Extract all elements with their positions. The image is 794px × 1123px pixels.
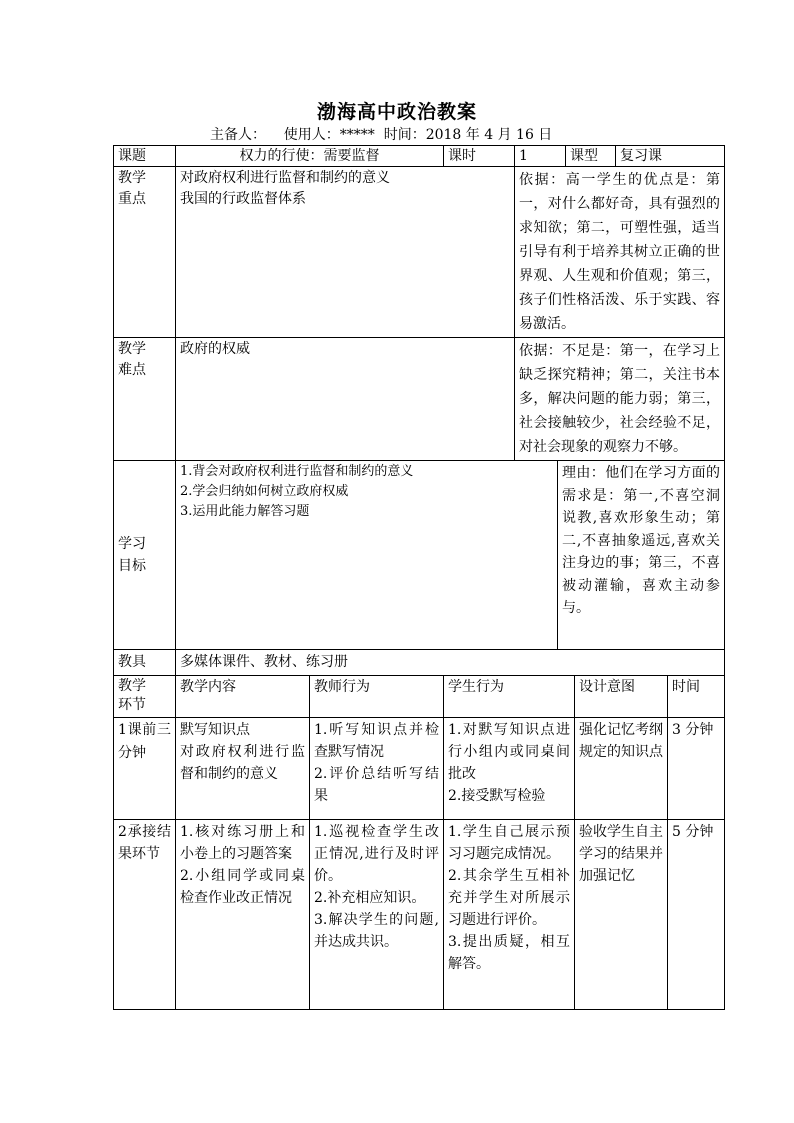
header-stage: 教学 环节 (114, 676, 176, 718)
header-student: 学生行为 (444, 676, 575, 718)
period-value: 1 (515, 146, 566, 167)
header-content: 教学内容 (176, 676, 310, 718)
info-row (114, 146, 725, 167)
teacher-cell: 1.巡视检查学生改正情况,进行及时评价。 2.补充相应知识。 3.解决学生的问题,并达成共识。 (310, 820, 444, 1010)
goals-row (114, 461, 725, 650)
goals-cell (176, 461, 725, 650)
difficulties-label: 教学 难点 (114, 338, 176, 461)
topic-value: 权力的行使：需要监督 (176, 146, 444, 167)
type-value: 复习课 (616, 146, 725, 167)
document-subtitle: 主备人： 使用人：***** 时间：2018 年 4 月 16 日 (210, 127, 553, 143)
tools-content: 多媒体课件、教材、练习册 (176, 650, 725, 676)
header-intent: 设计意图 (575, 676, 668, 718)
goals-label: 学习 目标 (114, 461, 176, 650)
key-points-basis: 依据：高一学生的优点是：第一，对什么都好奇，具有强烈的求知欲；第二，可塑性强，适当引导有利于培养其树立正确的世界观、人生观和价值观；第三，孩子们性格活泼、乐于实践、容易激活。 (515, 167, 725, 338)
tools-label: 教具 (114, 650, 176, 676)
tools-row (114, 650, 725, 676)
stage-cell: 1课前三分钟 (114, 718, 176, 820)
header-teacher: 教师行为 (310, 676, 444, 718)
difficulties-row (114, 338, 725, 461)
topic-label: 课题 (114, 146, 176, 167)
key-points-row (114, 167, 725, 338)
goal-item-3: 3.运用此能力解答习题 (180, 504, 310, 519)
student-cell: 1.学生自己展示预习习题完成情况。 2.其余学生互相补充并学生对所展示习题进行评价。 3.提出质疑，相互解答。 (444, 820, 575, 1010)
process-row (114, 718, 725, 820)
goals-list (176, 461, 558, 649)
type-label: 课型 (566, 146, 616, 167)
goal-item-1: 1.背会对政府权利进行监督和制约的意义 (180, 464, 414, 479)
content-cell: 1.核对练习册上和小卷上的习题答案 2.小组同学或同桌检查作业改正情况 (176, 820, 310, 1010)
goals-reason: 理由：他们在学习方面的需求是：第一,不喜空洞说教,喜欢形象生动；第二,不喜抽象遥远,喜欢关注身边的事；第三，不喜被动灌输，喜欢主动参与。 (562, 465, 720, 616)
intent-cell: 强化记忆考纲规定的知识点 (575, 718, 668, 820)
stage-cell: 2承接结果环节 (114, 820, 176, 1010)
time-cell: 3 分钟 (668, 718, 725, 820)
difficulties-basis: 依据：不足是：第一，在学习上缺乏探究精神；第二，关注书本多，解决问题的能力弱；第三，社会接触较少，社会经验不足，对社会现象的观察力不够。 (515, 338, 725, 461)
teacher-cell: 1.听写知识点并检查默写情况 2.评价总结听写结果 (310, 718, 444, 820)
key-points-content: 对政府权利进行监督和制约的意义 我国的行政监督体系 (176, 167, 515, 338)
content-cell: 默写知识点 对政府权利进行监督和制约的意义 (176, 718, 310, 820)
student-cell: 1.对默写知识点进行小组内或同桌间批改 2.接受默写检验 (444, 718, 575, 820)
header-time: 时间 (668, 676, 725, 718)
difficulties-content: 政府的权威 (176, 338, 515, 461)
document-title: 渤海高中政治教案 (316, 101, 477, 123)
process-header-row (114, 676, 725, 718)
intent-cell: 验收学生自主学习的结果并加强记忆 (575, 820, 668, 1010)
process-row (114, 820, 725, 1010)
key-points-label: 教学 重点 (114, 167, 176, 338)
goal-item-2: 2.学会归纳如何树立政府权威 (180, 484, 349, 499)
period-label: 课时 (444, 146, 515, 167)
time-cell: 5 分钟 (668, 820, 725, 1010)
lesson-plan-table (113, 145, 725, 1010)
